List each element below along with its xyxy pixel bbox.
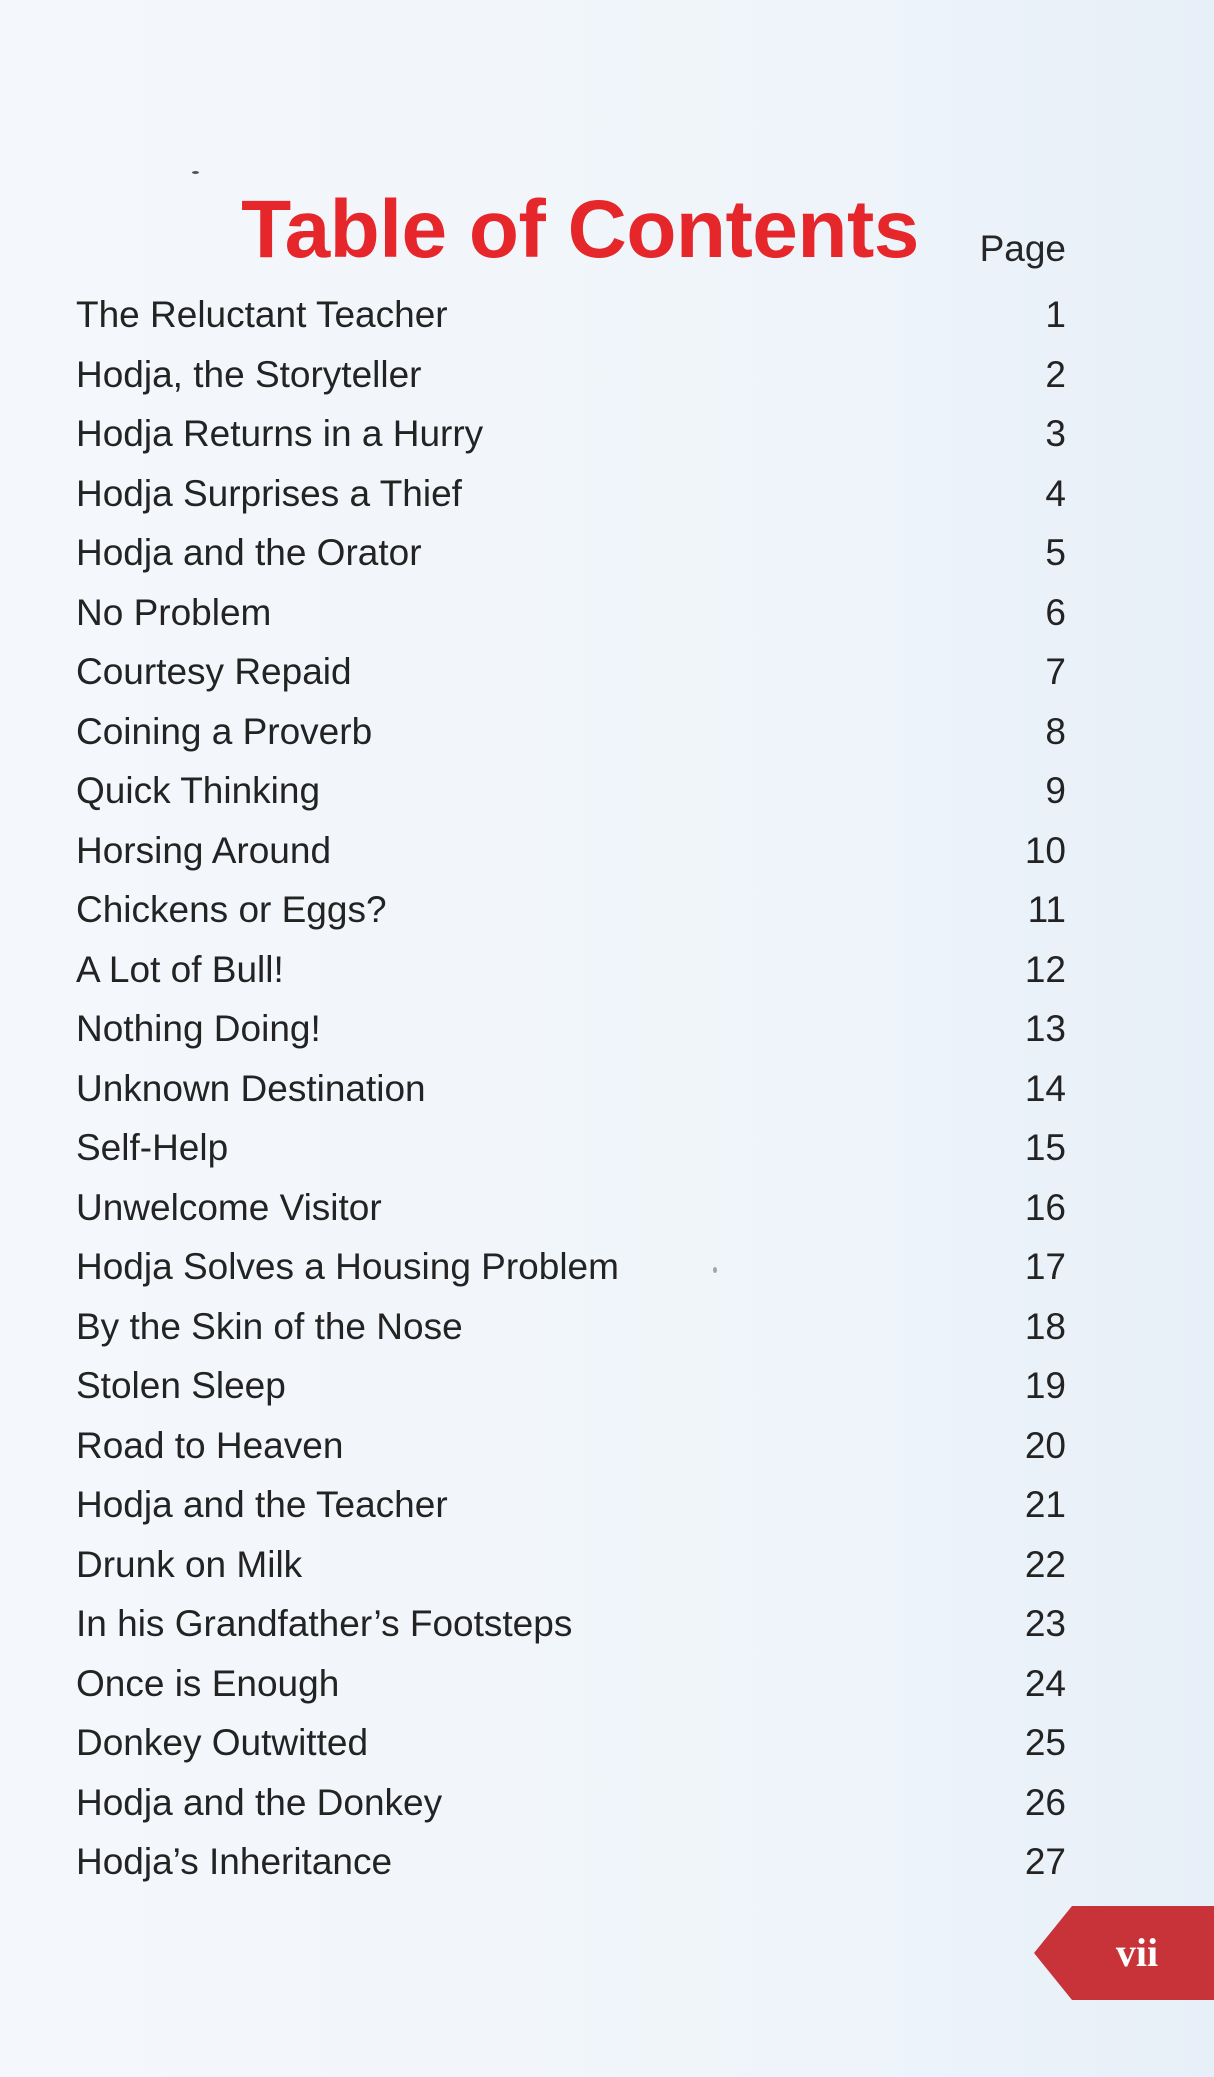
page-number: vii [1115, 1930, 1159, 1975]
entry-page-number: 16 [1024, 1186, 1066, 1228]
entry-page-number: 22 [1024, 1543, 1066, 1585]
entry-title: The Reluctant Teacher [76, 294, 448, 335]
toc-entry [76, 761, 1066, 821]
entry-title: Stolen Sleep [76, 1365, 286, 1406]
entry-page-number: 8 [1045, 710, 1066, 752]
entry-page-number: 18 [1024, 1305, 1066, 1347]
toc-entry [76, 702, 1066, 762]
entry-page-number: 9 [1045, 770, 1066, 811]
entry-page-number: 11 [1027, 889, 1066, 930]
entry-page-number: 14 [1024, 1067, 1066, 1109]
contents-list [76, 285, 1066, 1892]
toc-entry [76, 1118, 1066, 1178]
toc-entry [76, 1475, 1066, 1535]
folio-tab [1034, 1906, 1214, 2000]
toc-entry [76, 1832, 1066, 1892]
entry-title: In his Grandfather’s Footsteps [76, 1603, 573, 1644]
entry-title: Hodja, the Storyteller [76, 353, 422, 395]
entry-page-number: 4 [1045, 472, 1066, 514]
entry-page-number: 27 [1024, 1841, 1066, 1882]
entry-title: Hodja Surprises a Thief [76, 472, 462, 514]
entry-page-number: 1 [1045, 294, 1066, 335]
page-title: Table of Contents [241, 183, 919, 275]
entry-title: Hodja’s Inheritance [76, 1841, 393, 1882]
toc-entry [76, 285, 1066, 345]
entry-page-number: 7 [1045, 651, 1066, 692]
entry-page-number: 13 [1024, 1008, 1066, 1049]
entry-page-number: 6 [1045, 591, 1066, 633]
entry-title: No Problem [76, 591, 272, 633]
entry-title: Drunk on Milk [76, 1543, 303, 1585]
entry-title: Chickens or Eggs? [76, 889, 387, 930]
page-column-label: Page [979, 228, 1066, 269]
toc-entry [76, 523, 1066, 583]
toc-entry [76, 821, 1066, 881]
entry-page-number: 3 [1045, 413, 1066, 454]
toc-entry [76, 1535, 1066, 1595]
entry-title: By the Skin of the Nose [76, 1305, 463, 1347]
toc-entry [76, 999, 1066, 1059]
entry-page-number: 2 [1045, 353, 1066, 395]
entry-page-number: 19 [1024, 1365, 1066, 1406]
entry-page-number: 23 [1024, 1603, 1066, 1644]
entry-title: Hodja Solves a Housing Problem [76, 1246, 619, 1287]
entry-title: Unwelcome Visitor [76, 1186, 382, 1228]
toc-entry [76, 404, 1066, 464]
entry-page-number: 25 [1024, 1722, 1066, 1763]
toc-entry [76, 1713, 1066, 1773]
toc-entry [76, 464, 1066, 524]
toc-entry [76, 1297, 1066, 1357]
toc-entry [76, 1178, 1066, 1238]
toc-entry [76, 1237, 1066, 1297]
entry-title: Road to Heaven [76, 1424, 344, 1466]
entry-title: Hodja and the Donkey [76, 1781, 443, 1823]
toc-entry [76, 345, 1066, 405]
print-speck [192, 171, 199, 174]
toc-entry [76, 1416, 1066, 1476]
entry-title: Quick Thinking [76, 770, 321, 811]
toc-entry [76, 1654, 1066, 1714]
entry-title: Hodja Returns in a Hurry [76, 413, 484, 454]
entry-title: Donkey Outwitted [76, 1722, 369, 1763]
toc-entry [76, 940, 1066, 1000]
entry-page-number: 24 [1024, 1662, 1066, 1704]
entry-page-number: 17 [1024, 1246, 1066, 1287]
entry-title: A Lot of Bull! [76, 948, 284, 990]
toc-entry [76, 583, 1066, 643]
toc-entry [76, 1594, 1066, 1654]
entry-page-number: 10 [1024, 829, 1066, 871]
toc-entry [76, 1356, 1066, 1416]
entry-title: Courtesy Repaid [76, 651, 352, 692]
entry-page-number: 15 [1024, 1127, 1066, 1168]
entry-page-number: 21 [1024, 1484, 1066, 1525]
entry-title: Once is Enough [76, 1662, 340, 1704]
toc-entry [76, 1059, 1066, 1119]
entry-title: Coining a Proverb [76, 710, 373, 752]
toc-entry [76, 880, 1066, 940]
entry-title: Hodja and the Teacher [76, 1484, 448, 1525]
entry-title: Hodja and the Orator [76, 532, 422, 573]
entry-page-number: 20 [1024, 1424, 1066, 1466]
entry-title: Nothing Doing! [76, 1008, 321, 1049]
entry-title: Horsing Around [76, 829, 332, 871]
entry-title: Unknown Destination [76, 1067, 426, 1109]
entry-page-number: 5 [1045, 532, 1066, 573]
entry-page-number: 12 [1024, 948, 1066, 990]
entry-page-number: 26 [1024, 1781, 1066, 1823]
toc-entry [76, 1773, 1066, 1833]
toc-entry [76, 642, 1066, 702]
entry-title: Self-Help [76, 1127, 229, 1168]
